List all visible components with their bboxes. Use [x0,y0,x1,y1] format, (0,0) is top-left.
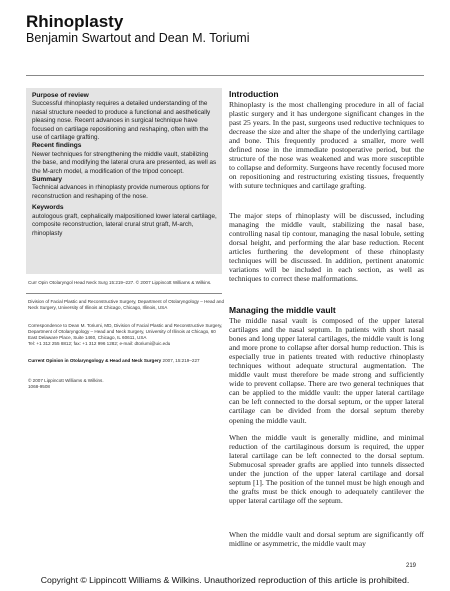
article-authors: Benjamin Swartout and Dean M. Toriumi [26,31,250,45]
citation-line: Curr Opin Otolaryngol Head Neck Surg 15:219–227. © 2007 Lippincott Williams & Wilkins. [28,280,212,285]
middle-vault-paragraph-3: When the middle vault and dorsal septum are significantly off midline or asymmetric, the middle vault may [229,530,424,549]
keywords-text: autologous graft, cephalically malpositioned lower lateral cartilage, composite reconstruction, lateral crural strut graft, M-arch, rhinoplasty [32,212,217,237]
journal-name: Current Opinion in Otolaryngology & Head and Neck Surgery [28,358,162,363]
introduction-heading: Introduction [229,89,279,99]
copyright-line: © 2007 Lippincott Williams & Wilkins. [28,378,104,383]
correspondence-contact: Tel: +1 312 255 8812; fax: +1 312 996 1282; e-mail: dtoriumi@uic.edu [28,341,171,346]
header-rule [26,75,424,76]
middle-vault-heading: Managing the middle vault [229,305,336,315]
purpose-heading: Purpose of review [32,92,89,99]
correspondence [28,323,224,347]
issn: 1068-9508 [28,384,50,389]
correspondence-address: Correspondence to Dean M. Toriumi, MD, Division of Facial Plastic and Reconstructive Surgery, Department of Otolaryngology – Head and Neck Surgery, University of Illinois at Chicago, 60 East Delaware Place, Suite 1460, Chicago, IL 60611, USA [28,323,223,340]
article-title: Rhinoplasty [26,12,124,31]
journal-volume: 2007, 15:219–227 [161,358,200,363]
summary-text: Technical advances in rhinoplasty provide numerous options for reconstruction and reshaping of the nose. [32,184,210,200]
page-number: 219 [406,563,417,569]
copyright-notice: Copyright © Lippincott Williams & Wilkins. Unauthorized reproduction of this article is prohibited. [40,575,410,585]
intro-paragraph-1: Rhinoplasty is the most challenging procedure in all of facial plastic surgery and it has undergone significant changes in the past 25 years. In the past, surgeons used reductive techniques to decrease the size and alter the shape of the underlying cartilage and bone. This frequently produced a smaller, more well defined nose in the immediate postoperative period, but the structure of the nose was weakened and was more susceptible to collapse and deformity. Surgeons have recently focused more on repositioning and restructuring existing tissues, frequently with suture techniques and cartilage grafting. [229,100,424,191]
purpose-text: Successful rhinoplasty requires a detailed understanding of the nasal structure needed to produce a functional and aesthetically pleasing nose. Recent advances in surgical technique have focused on cartilage repositioning and reshaping, often with the use of cartilage grafting. [32,100,211,142]
middle-vault-paragraph-2: When the middle vault is generally midline, and minimal reduction of the cartilaginous dorsum is required, the upper lateral cartilage can be left connected to the dorsal septum. Submucosal spreader grafts are applied into tunnels dissected under the junction of the upper lateral cartilage and dorsal septum [1]. The position of the tunnel must be high enough and the grafts must be thick enough to adequately cantilever the upper lateral cartilage off the septum. [229,433,424,506]
citation-rule [26,293,222,294]
abstract-box [26,88,222,274]
intro-paragraph-2: The major steps of rhinoplasty will be discussed, including managing the middle vault, stabilizing the nasal base, controlling nasal tip contour, managing the nasal lobule, setting dorsal height, and performing the alar base reduction. Recent articles furthering the development of these rhinoplasty techniques will be discussed. In addition, pertinent anatomic variations will be included in each section, as well as techniques to correct these malformations. [229,211,424,284]
findings-text: Newer techniques for strengthening the middle vault, stabilizing the base, and modifying the lateral crura are presented, as well as the M-arch model, a modification of the tripod concept. [32,150,217,175]
abstract-content [32,92,218,238]
keywords-heading: Keywords [32,204,64,212]
middle-vault-paragraph-1: The middle nasal vault is composed of the upper lateral cartilages and the nasal septum. In patients with short nasal bones and long upper lateral cartilages, the middle vault is long and more prone to collapse after dorsal hump reduction. This is especially true in patients treated with reductive rhinoplasty techniques without adequate structural augmentation. The middle vault must therefore be made strong and sufficiently wide to prevent collapse. There are two general techniques that can be applied to the middle vault: the upper lateral cartilage can be left connected to the dorsal septum, or the upper lateral cartilage can be divided from the dorsal septum thereby opening the middle vault. [229,316,424,425]
copyright-info [28,378,224,390]
affiliation: Division of Facial Plastic and Reconstructive Surgery, Department of Otolaryngology – Head and Neck Surgery, University of Illinois at Chicago, Chicago, Illinois, USA [28,299,225,310]
summary-heading: Summary [32,176,63,184]
findings-heading: Recent findings [32,142,82,150]
journal-reference [28,358,224,364]
